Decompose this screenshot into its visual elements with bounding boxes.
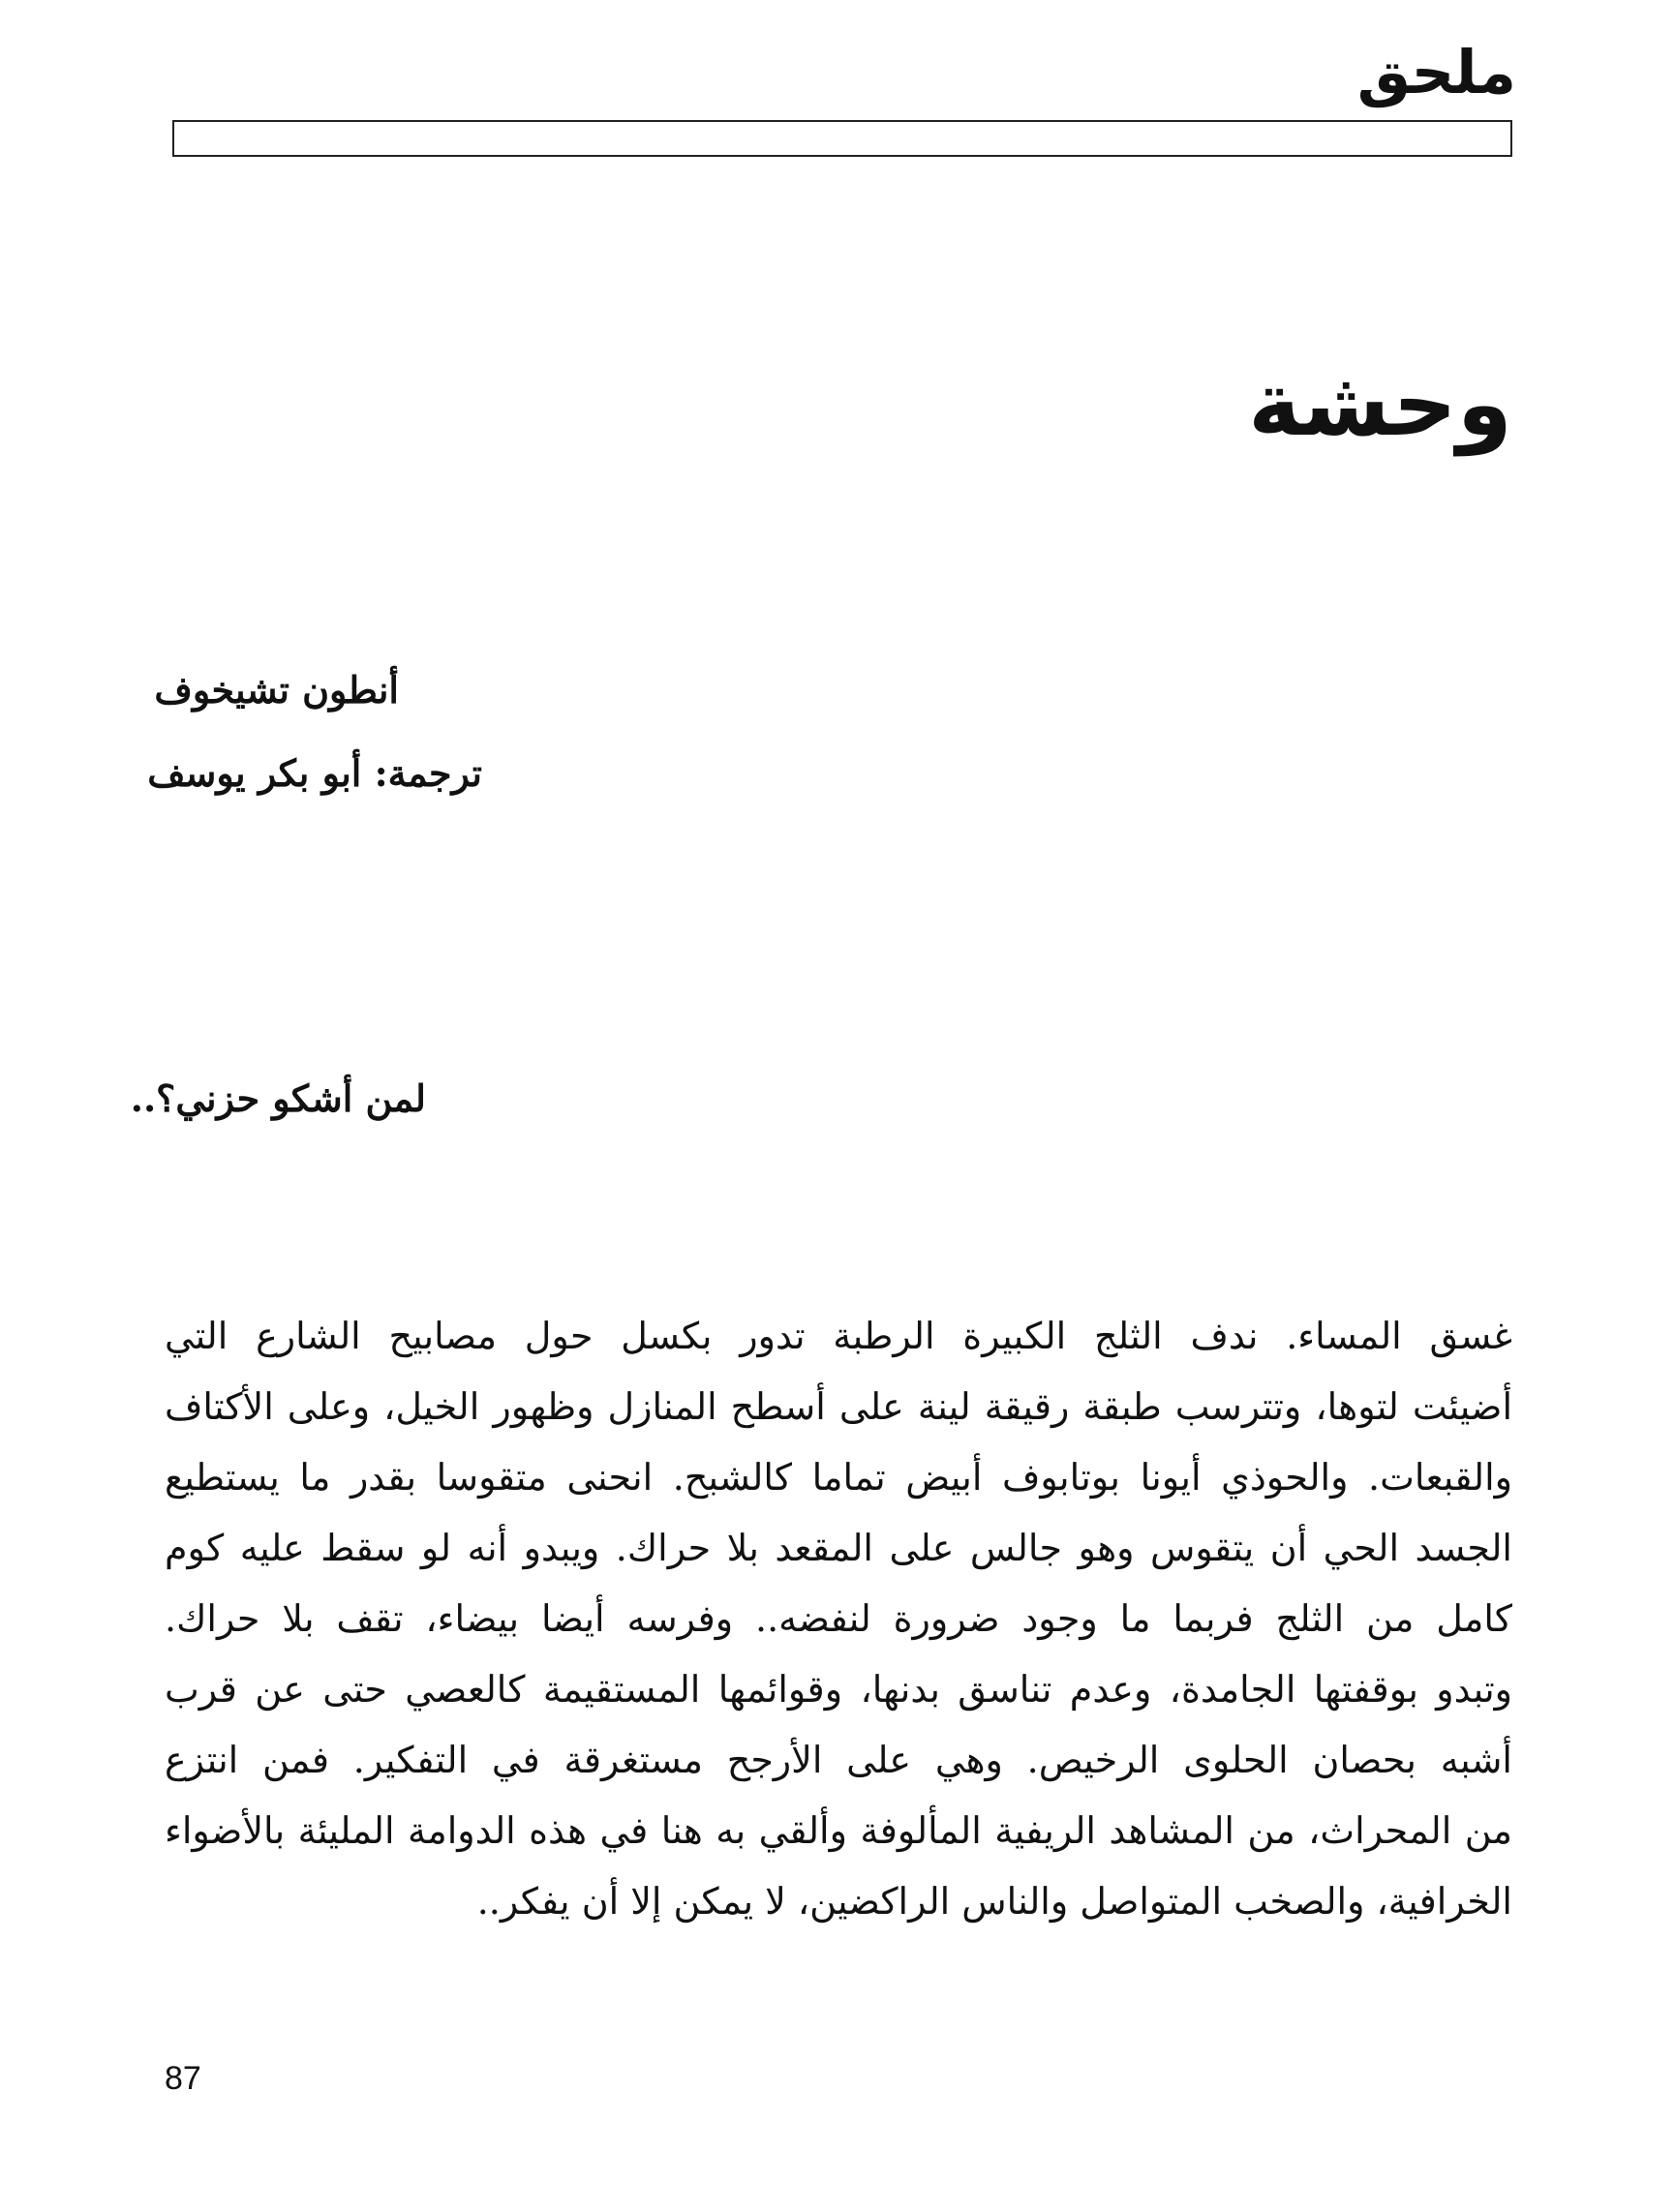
paragraph-line: الخرافية، والصخب المتواصل والناس الراكضين، لا يمكن إلا أن يفكر.. [476,1880,1512,1923]
paragraph-line: والقبعات. والحوذي أيونا بوتابوف أبيض تماما كالشبح. انحنى متقوسا بقدر ما يستطيع [165,1456,1512,1499]
author-name: أنطون تشيخوف [154,668,399,712]
story-title: وحشة [1248,352,1512,456]
paragraph-line: كامل من الثلج فربما ما وجود ضرورة لنفضه.. وفرسه أيضا بيضاء، تقف بلا حراك. [165,1597,1512,1640]
paragraph-line: وتبدو بوقفتها الجامدة، وعدم تناسق بدنها، وقوائمها المستقيمة كالعصي حتى عن قرب [165,1668,1512,1711]
page-number: 87 [165,2060,201,2097]
paragraph-line: من المحراث، من المشاهد الريفية المألوفة وألقي به هنا في هذه الدوامة المليئة بالأضواء [165,1809,1512,1852]
epigraph: لمن أشكو حزني؟.. [130,1076,426,1120]
paragraph-line: أضيئت لتوها، وتترسب طبقة رقيقة لينة على أسطح المنازل وظهور الخيل، وعلى الأكتاف [165,1385,1512,1428]
body-paragraph [165,1301,1512,1937]
section-label: ملحق [1356,37,1516,107]
paragraph-line: غسق المساء. ندف الثلج الكبيرة الرطبة تدور بكسل حول مصابيح الشارع التي [165,1315,1512,1357]
paragraph-line: أشبه بحصان الحلوى الرخيص. وهي على الأرجح مستغرقة في التفكير. فمن انتزع [165,1739,1512,1781]
paragraph-line: الجسد الحي أن يتقوس وهو جالس على المقعد بلا حراك. ويبدو أنه لو سقط عليه كوم [165,1527,1512,1569]
header-rule [172,120,1512,157]
translator-credit: ترجمة: أبو بكر يوسف [147,751,482,795]
